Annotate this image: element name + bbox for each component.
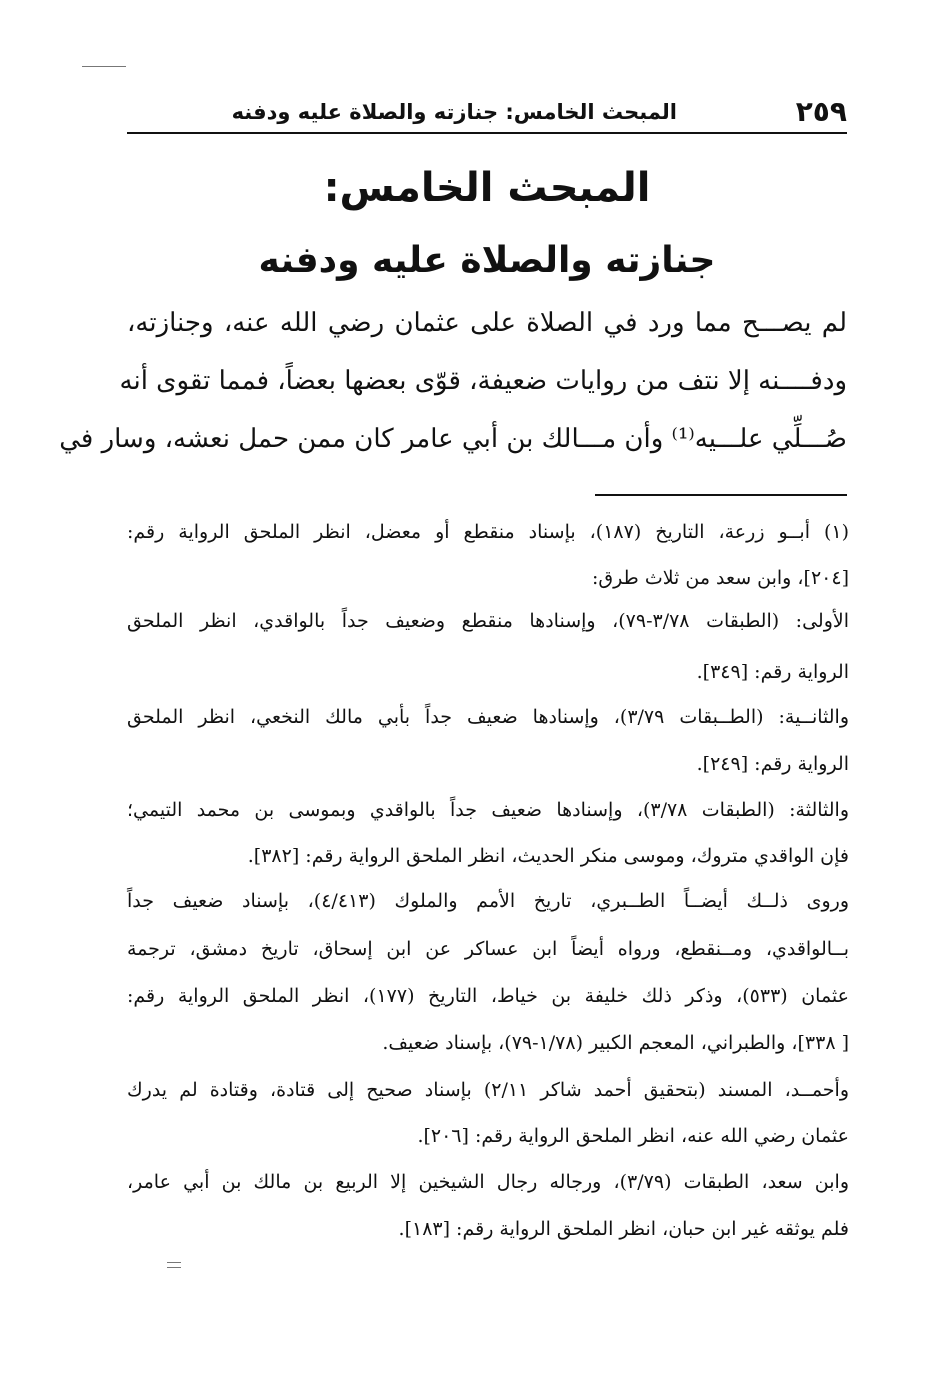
footnote-separator (595, 494, 847, 496)
footnote-line: الأولى: (الطبقات ٣/٧٨-٧٩)، وإسنادها منقطع وضعيف جداً بالواقدي، انظر الملحق (127, 610, 850, 632)
footnote-line: فإن الواقدي متروك، وموسى منكر الحديث، انظر الملحق الرواية رقم: [٣٨٢]. (247, 845, 849, 867)
footnote-line: [ ٣٣٨]، والطبراني، المعجم الكبير (١/٧٨-٧٩)، بإسناد ضعيف. (382, 1032, 849, 1054)
running-header (127, 94, 847, 130)
body-line: لم يصـــح مما ورد في الصلاة على عثمان رضي الله عنه، وجنازته، (127, 308, 847, 338)
footnote-line: عثمان رضي الله عنه، انظر الملحق الرواية رقم: [٢٠٦]. (417, 1125, 849, 1147)
page-number: ٢٥٩ (795, 95, 847, 128)
scan-mark (167, 1262, 181, 1268)
footnote-line: فلم يوثقه غير ابن حبان، انظر الملحق الرواية رقم: [١٨٣]. (398, 1218, 849, 1240)
body-line: صُـــلِّي علـــيه⁽¹⁾ وأن مـــالك بن أبي عامر كان ممن حمل نعشه، وسار في (59, 424, 847, 454)
footnote-line: بــالواقدي، ومــنقطع، ورواه أيضاً ابن عساكر عن ابن إسحاق، تاريخ دمشق، ترجمة (127, 938, 849, 960)
footnote-line: الرواية رقم: [٢٤٩]. (696, 753, 849, 775)
footnote-line: عثمان (٥٣٣)، وذكر ذلك خليفة بن خياط، التاريخ (١٧٧)، انظر الملحق الرواية رقم: (127, 985, 850, 1007)
footnote-line: [٢٠٤]، وابن سعد من ثلاث طرق: (592, 567, 849, 589)
body-line: ودفــــنه إلا نتف من روايات ضعيفة، قوّى بعضها بعضاً، فمما تقوى أنه (119, 366, 847, 396)
footnote-line: وأحمــد، المسند (بتحقيق أحمد شاكر ٢/١١) بإسناد صحيح إلى قتادة، وقتادة لم يدرك (127, 1079, 849, 1101)
running-title: المبحث الخامس: جنازته والصلاة عليه ودفنه (231, 100, 677, 124)
footnote-line: والثالثة: (الطبقات ٣/٧٨)، وإسنادها ضعيف جداً بالواقدي وبموسى بن محمد التيمي؛ (127, 799, 849, 821)
chapter-title: جنازته والصلاة عليه ودفنه (258, 240, 716, 281)
footnote-line: (١) أبــو زرعة، التاريخ (١٨٧)، بإسناد منقطع أو معضل، انظر الملحق الرواية رقم: (127, 521, 850, 543)
scan-mark (82, 66, 126, 67)
footnote-line: والثانــية: (الطــبقات ٣/٧٩)، وإسنادها ضعيف جداً بأبي مالك النخعي، انظر الملحق (127, 706, 850, 728)
footnote-line: الرواية رقم: [٣٤٩]. (696, 661, 849, 683)
footnote-line: وابن سعد، الطبقات (٣/٧٩)، ورجاله رجال الشيخين إلا الربيع بن مالك بن أبي عامر، (127, 1171, 849, 1193)
header-rule (127, 132, 847, 134)
footnote-line: وروى ذلــك أيضــاً الطــبري، تاريخ الأمم والملوك (٤/٤١٣)، بإسناد ضعيف جداً (127, 890, 849, 912)
chapter-label: المبحث الخامس: (323, 165, 651, 211)
